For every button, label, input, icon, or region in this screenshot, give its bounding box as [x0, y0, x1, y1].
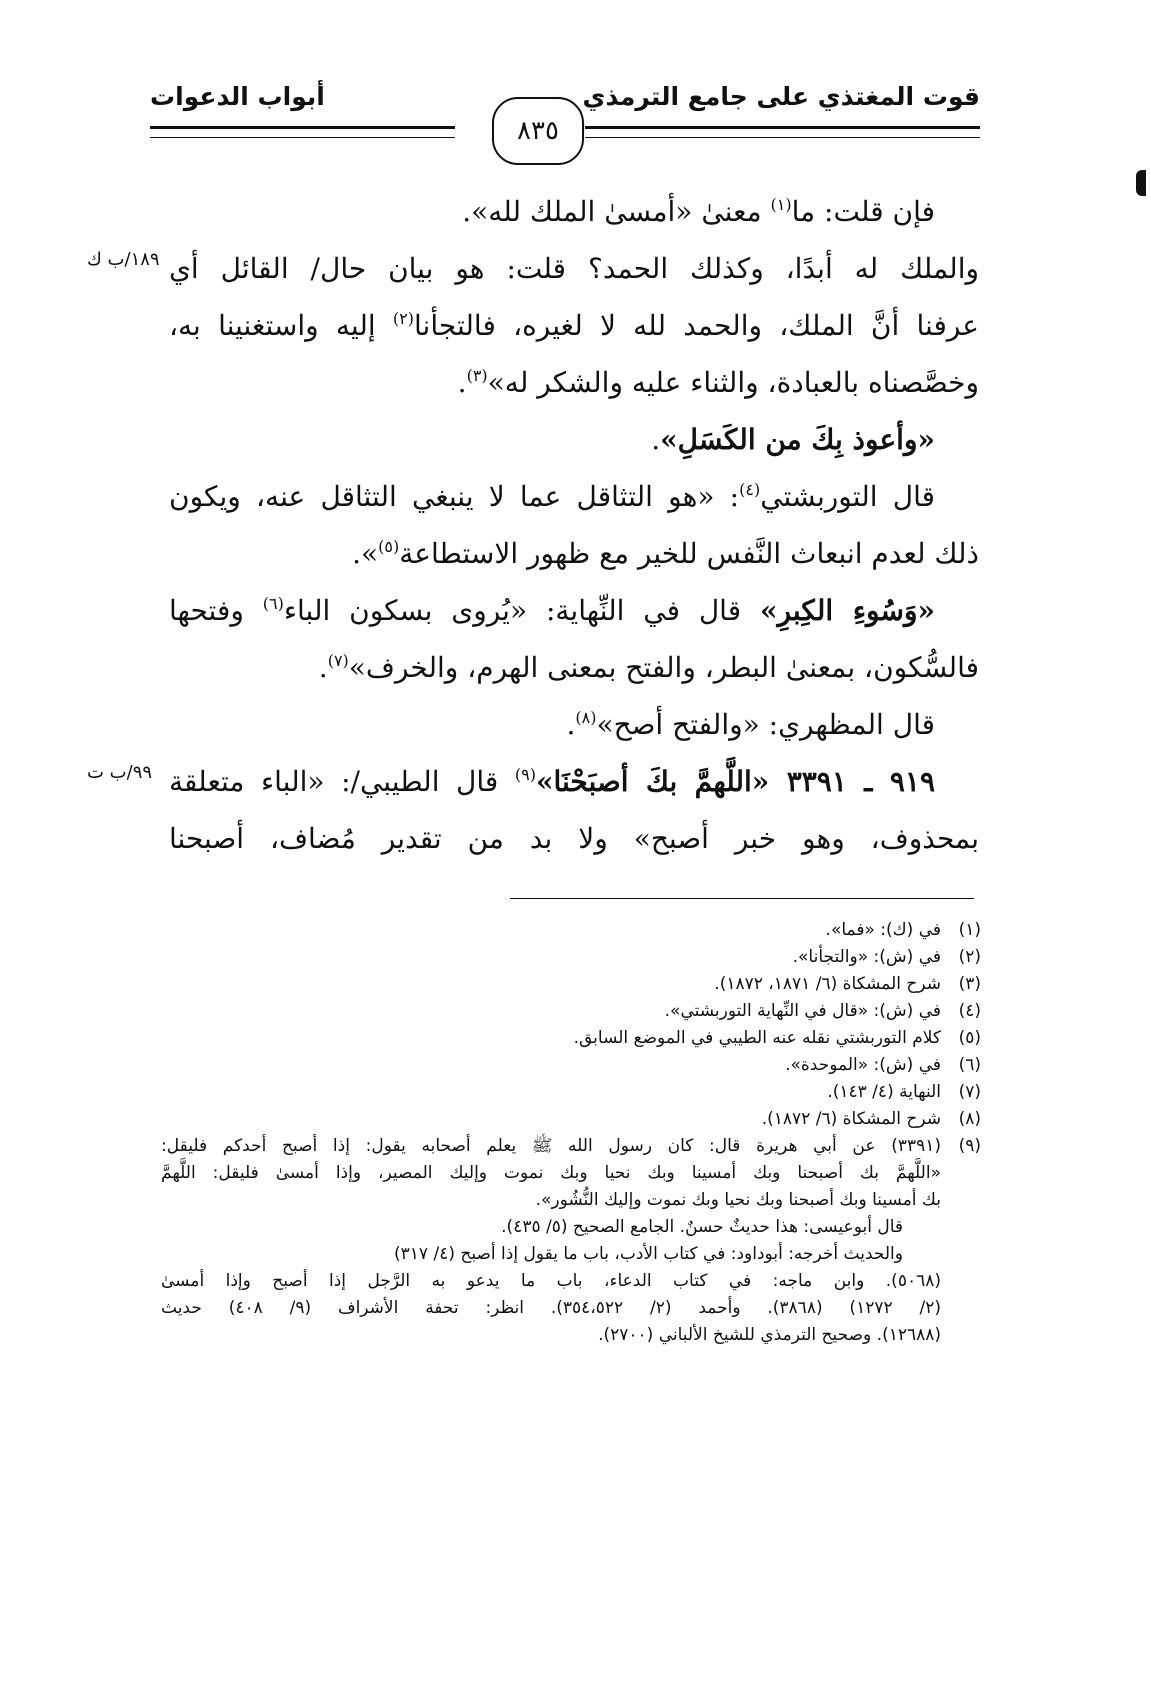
footnote-text: (٣٣٩١) عن أبي هريرة قال: كان رسول الله ﷺ يعلم أصحابه يقول: إذا أصبح أحدكم فليقل:: [161, 1136, 941, 1156]
text-line: [87, 753, 979, 810]
footnote-text: شرح المشكاة (٦/ ١٨٧٢).: [761, 1109, 941, 1129]
footnote: [161, 917, 981, 944]
text-segment: فإن قلت: ما: [791, 195, 935, 228]
text-segment: معنىٰ «أمسىٰ الملك لله».: [462, 195, 771, 228]
text-line: [169, 468, 979, 525]
text-line: [169, 639, 979, 696]
page-edge-mark: [1136, 170, 1146, 196]
footnote-ref: (٥): [378, 537, 400, 556]
footnote: [161, 1079, 981, 1106]
manuscript-folio-note: ٩٩/ب ت: [87, 762, 153, 783]
footnote-number: (٧): [958, 1082, 981, 1102]
page-header: [150, 70, 980, 170]
text-line: [87, 240, 979, 297]
text-segment: قال المظهري: «والفتح أصح»: [596, 708, 935, 741]
text-segment: قال في النِّهاية: «يُروى بسكون الباء: [283, 594, 760, 627]
footnote: [161, 1187, 981, 1214]
footnote-ref: (٣): [466, 366, 488, 385]
footnote-text: كلام التوربشتي نقله عنه الطيبي في الموضع السابق.: [573, 1028, 941, 1048]
footnote: [161, 1214, 981, 1241]
text-segment: .: [318, 651, 328, 684]
text-segment: .: [651, 423, 661, 456]
footnote: [161, 998, 981, 1025]
manuscript-folio-note: ١٨٩/ب ك: [87, 249, 160, 270]
text-line: [169, 354, 979, 411]
footnote-text: والحديث أخرجه: أبوداود: في كتاب الأدب، باب ما يقول إذا أصبح (٤/ ٣١٧): [394, 1244, 903, 1264]
footnote: [161, 1268, 981, 1295]
footnote-ref: (٧): [327, 651, 349, 670]
footnote-number: (٩): [958, 1136, 981, 1156]
text-segment: إليه واستغنينا به،: [169, 309, 393, 342]
text-segment: ».: [352, 537, 379, 570]
hadith-text: «وَسُوءِ الكِبرِ»: [759, 594, 935, 627]
section-title: أبواب الدعوات: [150, 82, 325, 111]
footnote: [161, 1052, 981, 1079]
footnote-ref: (٨): [575, 708, 597, 727]
footnote-text: في (ك): «فما».: [825, 920, 941, 940]
footnote: [161, 1160, 981, 1187]
hadith-text: «وأعوذ بِكَ من الكَسَلِ»: [660, 423, 935, 456]
text-line: [169, 525, 979, 582]
footnote: [161, 1025, 981, 1052]
footnote-text: شرح المشكاة (٦/ ١٨٧١، ١٨٧٢).: [714, 974, 941, 994]
footnote: [161, 1133, 981, 1160]
footnote-ref: (٤): [739, 480, 761, 499]
book-title: قوت المغتذي على جامع الترمذي: [582, 82, 980, 111]
footnote-number: (٨): [958, 1109, 981, 1129]
text-segment: ذلك لعدم انبعاث النَّفس للخير مع ظهور الاستطاعة: [399, 537, 979, 570]
text-segment: فالسُّكون، بمعنىٰ البطر، والفتح بمعنى الهرم، والخرف»: [348, 651, 979, 684]
text-segment: والملك له أبدًا، وكذلك الحمد؟ قلت: هو بيان حال/ القائل أي: [169, 252, 979, 285]
text-segment: قال الطيبي/: «الباء متعلقة: [169, 765, 515, 798]
text-segment: وخصَّصناه بالعبادة، والثناء عليه والشكر له»: [487, 366, 979, 399]
footnote-text: (٥٠٦٨). وابن ماجه: في كتاب الدعاء، باب ما يدعو به الرَّجل إذا أصبح وإذا أمسىٰ: [161, 1271, 941, 1291]
text-line: [169, 297, 979, 354]
text-segment: قال التوربشتي: [760, 480, 935, 513]
footnote: [161, 1241, 981, 1268]
footnote-text: (٢/ ١٢٧٢) (٣٨٦٨). وأحمد (٢/ ٣٥٤،٥٢٢). انظر: تحفة الأشراف (٩/ ٤٠٨) حديث: [161, 1298, 941, 1318]
page-number: ٨٣٥: [492, 97, 584, 165]
footnote: [161, 1295, 981, 1322]
footnote-text: «اللَّهمَّ بك أصبحنا وبك أمسينا وبك نحيا وبك نموت وإليك المصير، وإذا أمسىٰ فليقل: اللَّهمَّ: [161, 1163, 941, 1183]
footnote-ref: (٢): [392, 309, 415, 328]
text-segment: عرفنا أنَّ الملك، والحمد لله لا لغيره، فالتجأنا: [414, 309, 979, 342]
footnote: [161, 971, 981, 998]
footnote-text: النهاية (٤/ ١٤٣).: [827, 1082, 941, 1102]
text-segment: : «هو التثاقل عما لا ينبغي التثاقل عنه، ويكون: [169, 480, 740, 513]
hadith-text: ٩١٩ ـ ٣٣٩١ «اللَّهمَّ بكَ أصبَحْنَا»: [535, 765, 936, 798]
footnote: [161, 1106, 981, 1133]
text-line: [169, 810, 979, 867]
text-segment: .: [457, 366, 467, 399]
footnote-number: (٦): [958, 1055, 981, 1075]
footnotes: [161, 917, 981, 1349]
footnote-number: (٥): [958, 1028, 981, 1048]
text-line: [169, 582, 979, 639]
footnote-text: في (ش): «قال في النِّهاية التوربشتي».: [664, 1001, 941, 1021]
footnote-text: (١٢٦٨٨). وصحيح الترمذي للشيخ الألباني (٢٧٠٠).: [598, 1325, 941, 1345]
footnote-text: قال أبوعيسى: هذا حديثٌ حسنٌ. الجامع الصحيح (٥/ ٤٣٥).: [501, 1217, 903, 1237]
text-line: [169, 183, 979, 240]
header-rule-right: [585, 126, 980, 138]
main-text: [87, 183, 979, 867]
footnote-number: (٤): [958, 1001, 981, 1021]
footnote-text: في (ش): «والتجأنا».: [792, 947, 941, 967]
header-rule-left: [150, 126, 455, 138]
footnote-ref: (١): [770, 195, 792, 214]
text-line: [169, 696, 979, 753]
footnote-separator: [510, 898, 974, 899]
text-segment: .: [566, 708, 576, 741]
footnote-ref: (٩): [514, 765, 536, 784]
footnote: [161, 944, 981, 971]
footnote-number: (٢): [958, 947, 981, 967]
footnote: [161, 1322, 981, 1349]
text-segment: بمحذوف، وهو خبر أصبح» ولا بد من تقدير مُضاف، أصبحنا: [169, 822, 979, 855]
footnote-text: في (ش): «الموحدة».: [785, 1055, 941, 1075]
footnote-ref: (٦): [262, 594, 284, 613]
text-segment: وفتحها: [169, 594, 263, 627]
footnote-number: (١): [958, 920, 981, 940]
footnote-text: بك أمسينا وبك أصبحنا وبك نحيا وبك نموت وإليك النُّشُور».: [535, 1190, 941, 1210]
text-line: [169, 411, 979, 468]
footnote-number: (٣): [958, 974, 981, 994]
